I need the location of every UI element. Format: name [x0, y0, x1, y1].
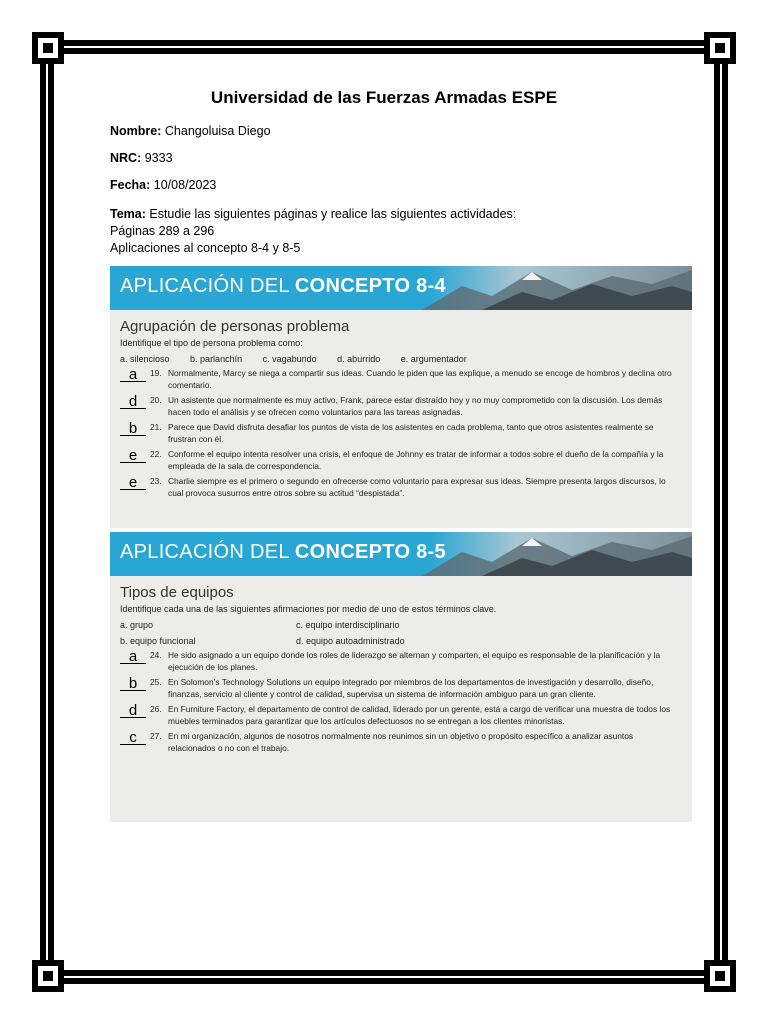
- options-list: [120, 354, 692, 364]
- question-item: [120, 677, 692, 700]
- tema-label: Tema:: [110, 207, 146, 221]
- frame-inner-line: [54, 976, 714, 978]
- handwritten-answer: b: [120, 422, 146, 436]
- option-item: b. parlanchín: [190, 354, 243, 364]
- question-text: En Furniture Factory, el departamento de control de calidad, liderado por un gerente, está a cargo de verificar una muestra de todos los muebles terminados para garantizar que los artículos defectuosos no se entregan a los clientes minoristas.: [168, 704, 671, 726]
- fecha-field: [110, 178, 216, 192]
- question-number: 19.: [150, 368, 162, 378]
- nombre-label: Nombre:: [110, 124, 162, 138]
- handwritten-answer: d: [120, 704, 146, 718]
- question-item: [120, 731, 692, 754]
- aplicaciones-line: Aplicaciones al concepto 8-4 y 8-5: [110, 241, 301, 255]
- concept-8-4-section: [110, 266, 692, 528]
- banner-title: [120, 541, 446, 564]
- question-item: [120, 476, 692, 499]
- section-subhead: Tipos de equipos: [120, 584, 234, 601]
- handwritten-answer: c: [120, 731, 146, 745]
- question-item: [120, 395, 692, 418]
- question-number: 20.: [150, 395, 162, 405]
- option-item: c. equipo interdisciplinario: [296, 620, 400, 630]
- tema-block: [110, 206, 670, 257]
- mountain-photo-icon: [422, 266, 692, 310]
- frame-inner-line: [46, 54, 48, 970]
- concept-8-5-banner: [110, 532, 692, 576]
- nrc-label: NRC:: [110, 151, 142, 165]
- mountain-photo-icon: [422, 532, 692, 576]
- option-item: d. equipo autoadministrado: [296, 636, 405, 646]
- option-item: a. silencioso: [120, 354, 170, 364]
- nrc-value: 9333: [144, 151, 173, 165]
- question-number: 26.: [150, 704, 162, 714]
- option-item: e. argumentador: [400, 354, 467, 364]
- frame-inner-line: [720, 54, 722, 970]
- fecha-value: 10/08/2023: [153, 178, 217, 192]
- question-text: Un asistente que normalmente es muy activo, Frank, parece estar distraído hoy y no muy comprometido con la discusión. Los demás hacen todo el análisis y se ofrecen como voluntarios para las tareas asignadas.: [168, 395, 663, 417]
- question-item: [120, 422, 692, 445]
- question-number: 23.: [150, 476, 162, 486]
- handwritten-answer: e: [120, 449, 146, 463]
- question-number: 25.: [150, 677, 162, 687]
- question-text: Conforme el equipo intenta resolver una crisis, el enfoque de Johnny es tratar de informar a todos sobre el dueño de la compañía y la empleada de la sala de correspondencia.: [168, 449, 664, 471]
- question-number: 21.: [150, 422, 162, 432]
- question-text: En mi organización, algunos de nosotros normalmente nos reunimos sin un objetivo o propósito específico a analizar asuntos relacionados o no con el trabajo.: [168, 731, 634, 753]
- question-text: En Solomon’s Technology Solutions un equipo integrado por miembros de los departamentos de investigación y desarrollo, diseño, finanzas, servicio al cliente y control de calidad, supervisa un sistema de información ambiguo para un gran cliente.: [168, 677, 654, 699]
- nrc-field: [110, 151, 173, 165]
- section-subhead: Agrupación de personas problema: [120, 318, 350, 335]
- question-text: He sido asignado a un equipo donde los roles de liderazgo se alternan y comparten, el equipo es responsable de la planificación y la ejecución de los planes.: [168, 650, 661, 672]
- frame-corner-ornament-icon: [28, 28, 68, 68]
- handwritten-answer: a: [120, 368, 146, 382]
- question-item: [120, 449, 692, 472]
- option-item: c. vagabundo: [262, 354, 317, 364]
- question-text: Parece que David disfruta desafiar los puntos de vista de los asistentes en cada problema, tanto que otros asistentes realmente se frustran con él.: [168, 422, 654, 444]
- frame-corner-ornament-icon: [700, 956, 740, 996]
- tema-value: Estudie las siguientes páginas y realice las siguientes actividades:: [149, 207, 517, 221]
- banner-prefix: APLICACIÓN DEL: [120, 275, 295, 297]
- option-item: a. grupo: [120, 620, 154, 630]
- nombre-value: Changoluisa Diego: [164, 124, 271, 138]
- question-number: 24.: [150, 650, 162, 660]
- concept-8-4-banner: [110, 266, 692, 310]
- question-item: [120, 650, 692, 673]
- banner-concept: CONCEPTO 8-5: [294, 541, 446, 563]
- section-instruction: Identifique cada una de las siguientes afirmaciones por medio de uno de estos términos clave.: [120, 604, 497, 614]
- banner-prefix: APLICACIÓN DEL: [120, 541, 295, 563]
- paginas-line: Páginas 289 a 296: [110, 224, 215, 238]
- question-number: 22.: [150, 449, 162, 459]
- question-item: [120, 704, 692, 727]
- handwritten-answer: d: [120, 395, 146, 409]
- concept-8-5-section: [110, 532, 692, 822]
- page-title: Universidad de las Fuerzas Armadas ESPE: [210, 88, 558, 107]
- option-item: b. equipo funcional: [120, 636, 196, 646]
- handwritten-answer: e: [120, 476, 146, 490]
- frame-corner-ornament-icon: [700, 28, 740, 68]
- section-instruction: Identifique el tipo de persona problema como:: [120, 338, 303, 348]
- fecha-label: Fecha:: [110, 178, 151, 192]
- frame-inner-line: [54, 46, 714, 48]
- options-list: [120, 620, 692, 646]
- question-text: Charlie siempre es el primero o segundo en ofrecerse como voluntario para expresar sus ideas. Siempre presenta largos discursos, lo cual provoca susurros entre otros sobre su actitud “despistada”.: [168, 476, 666, 498]
- banner-concept: CONCEPTO 8-4: [294, 275, 446, 297]
- handwritten-answer: b: [120, 677, 146, 691]
- nombre-field: [110, 124, 271, 138]
- question-number: 27.: [150, 731, 162, 741]
- option-item: d. aburrido: [337, 354, 381, 364]
- question-item: [120, 368, 692, 391]
- frame-corner-ornament-icon: [28, 956, 68, 996]
- handwritten-answer: a: [120, 650, 146, 664]
- banner-title: [120, 275, 446, 298]
- question-text: Normalmente, Marcy se niega a compartir sus ideas. Cuando le piden que las explique, a menudo se encoge de hombros y declina otro comentario.: [168, 368, 672, 390]
